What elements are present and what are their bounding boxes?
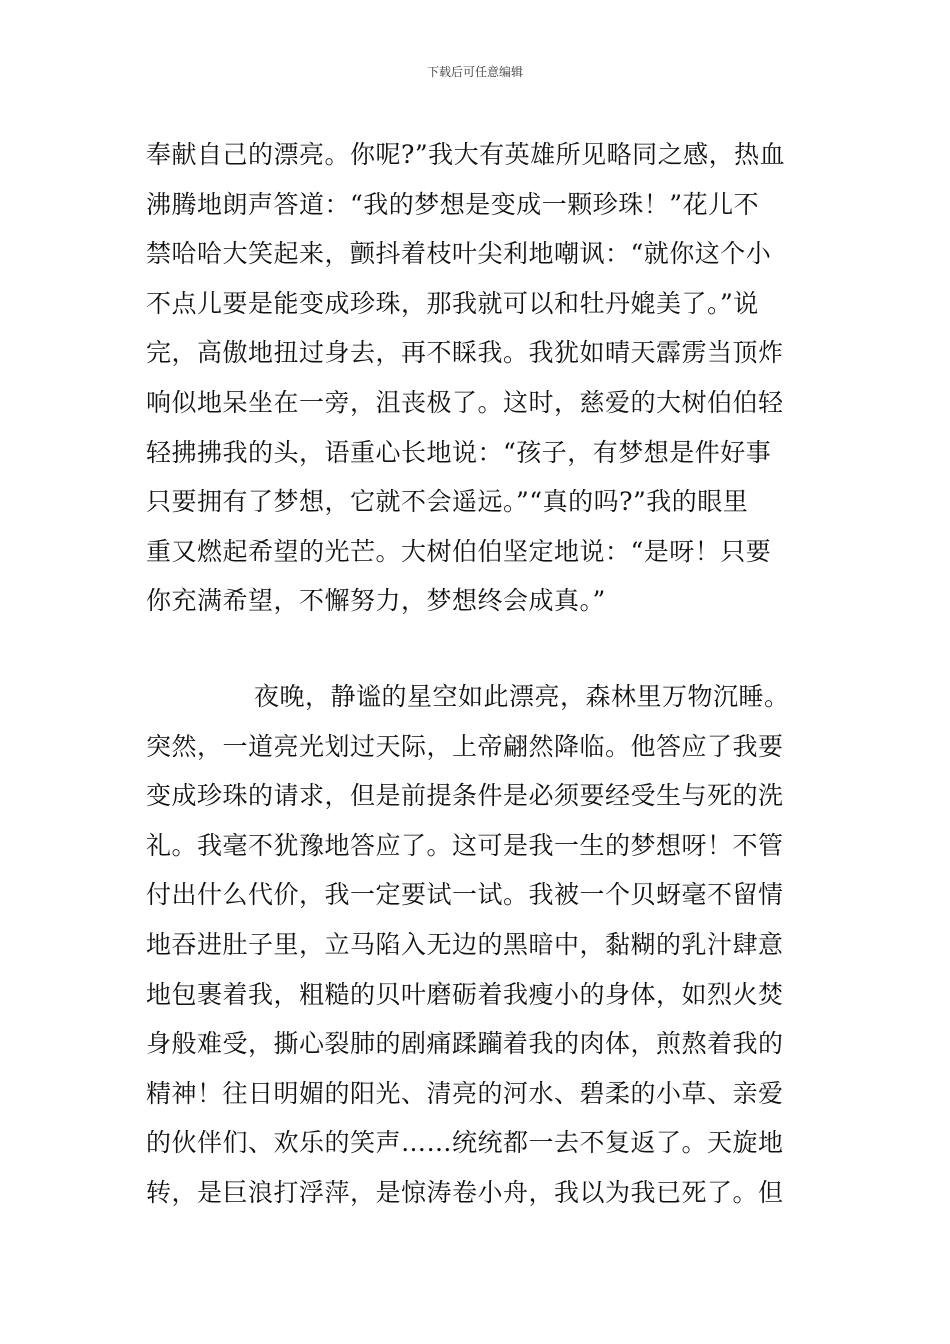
text-line: 沸腾地朗声答道：“我的梦想是变成一颗珍珠！”花儿不 [146, 189, 760, 219]
text-line: 禁哈哈大笑起来，颤抖着枝叶尖利地嘲讽：“就你这个小 [146, 239, 772, 269]
text-line: 身般难受，撕心裂肺的剧痛蹂躏着我的肉体，煎熬着我的 [146, 1029, 784, 1059]
paragraph-1 [146, 130, 810, 626]
text-line: 的伙伴们、欢乐的笑声……统统都一去不复返了。天旋地 [146, 1128, 784, 1158]
text-line: 突然，一道亮光划过天际，上帝翩然降临。他答应了我要 [146, 731, 784, 761]
text-line: 奉献自己的漂亮。你呢?”我大有英雄所见略同之感，热血 [146, 140, 786, 169]
text-line: 地吞进肚子里，立马陷入无边的黑暗中，黏糊的乳汁肆意 [146, 929, 784, 959]
text-line: 地包裹着我，粗糙的贝叶磨砺着我瘦小的身体，如烈火焚 [146, 979, 784, 1009]
page-header: 下载后可任意编辑 [426, 65, 523, 79]
text-line: 付出什么代价，我一定要试一试。我被一个贝蚜毫不留情 [146, 880, 784, 910]
text-line: 精神！往日明媚的阳光、清亮的河水、碧柔的小草、亲爱 [146, 1078, 784, 1108]
text-line: 变成珍珠的请求，但是前提条件是必须要经受生与死的洗 [146, 781, 784, 811]
text-line: 转，是巨浪打浮萍，是惊涛卷小舟，我以为我已死了。但 [146, 1177, 784, 1207]
text-line-indented: 夜晚，静谧的星空如此漂亮，森林里万物沉睡。 [254, 682, 790, 711]
text-line: 响似地呆坐在一旁，沮丧极了。这时，慈爱的大树伯伯轻 [146, 387, 784, 417]
text-line: 重又燃起希望的光芒。大树伯伯坚定地说：“是呀！只要 [146, 536, 772, 566]
text-line: 不点儿要是能变成珍珠，那我就可以和牡丹媲美了。”说 [146, 288, 759, 318]
paragraph-2 [146, 672, 810, 1218]
text-line: 只要拥有了梦想，它就不会遥远。”“真的吗?”我的眼里 [146, 487, 749, 517]
text-line: 轻拂拂我的头，语重心长地说：“孩子，有梦想是件好事 [146, 437, 772, 467]
text-line: 你充满希望，不懈努力，梦想终会成真。” [146, 586, 606, 616]
text-line: 礼。我毫不犹豫地答应了。这可是我一生的梦想呀！不管 [146, 830, 784, 860]
text-line: 完，高傲地扭过身去，再不睬我。我犹如晴天霹雳当顶炸 [146, 338, 784, 368]
